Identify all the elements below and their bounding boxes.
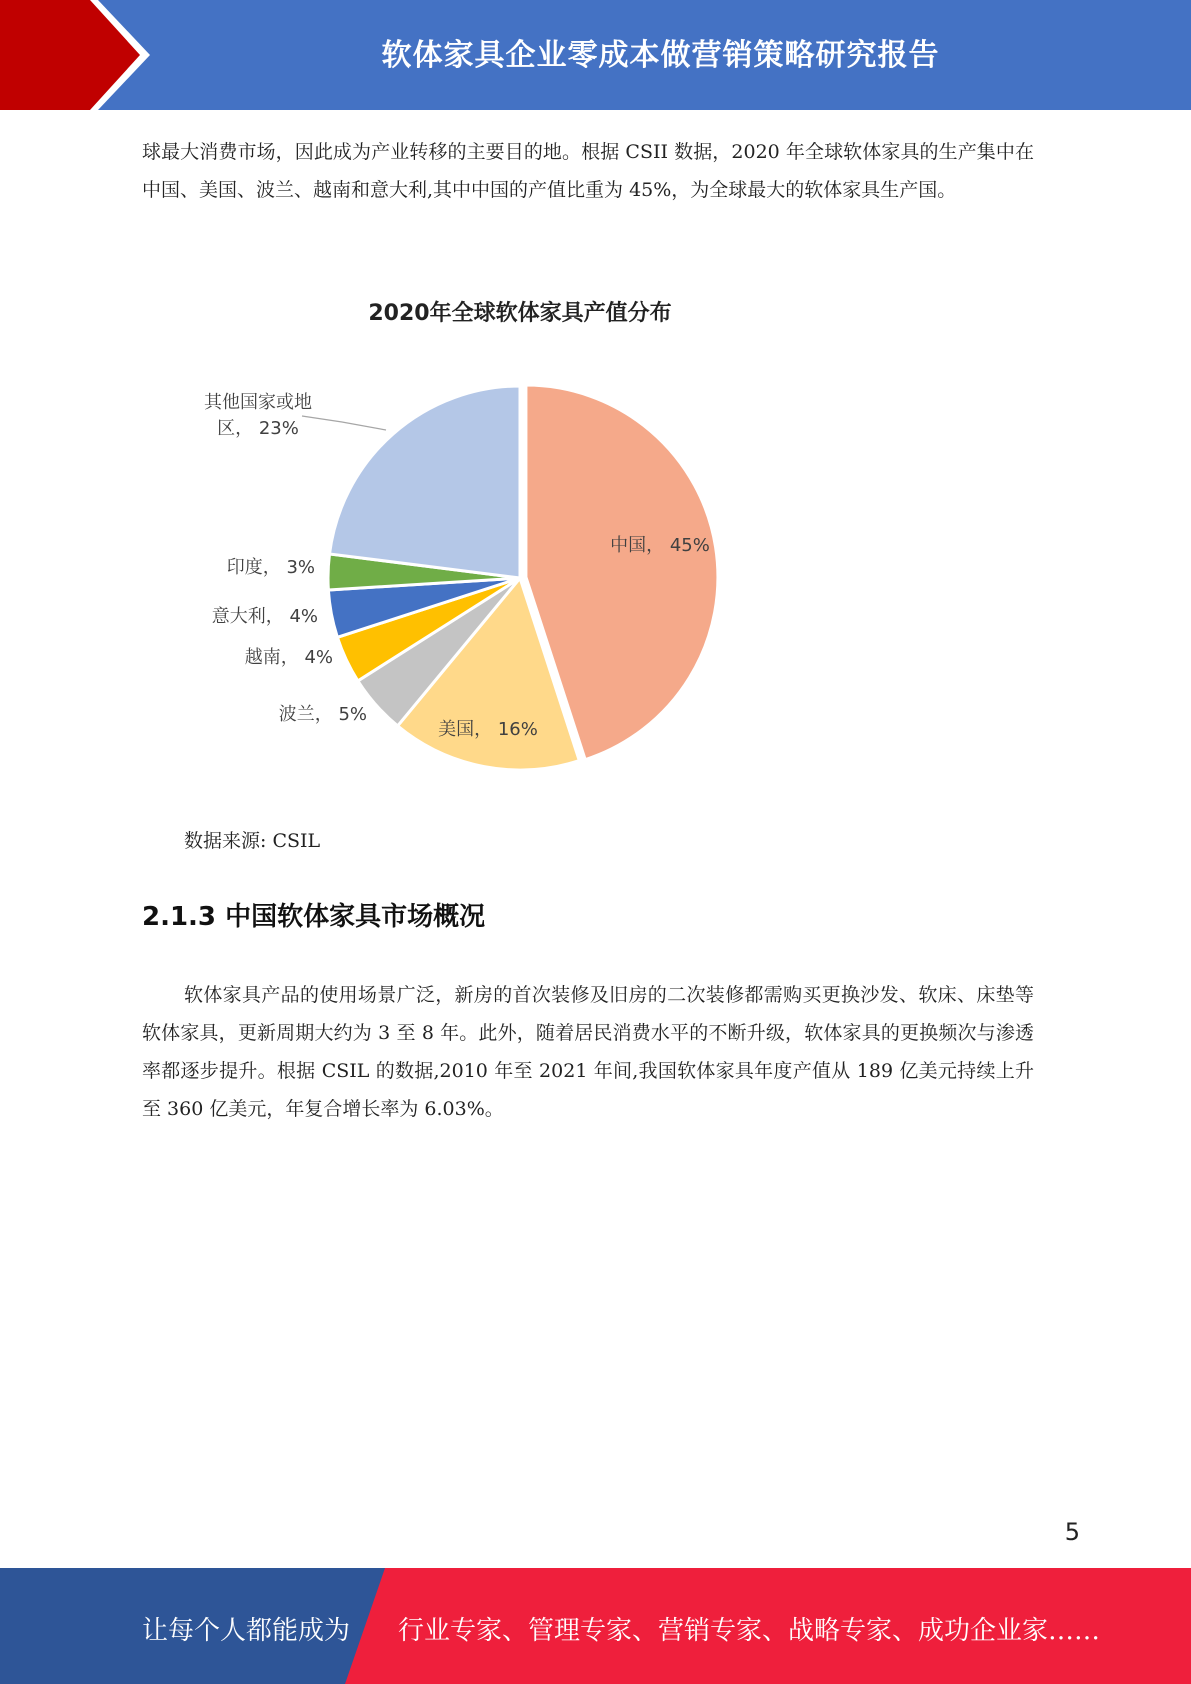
pie-chart — [150, 280, 750, 780]
pie-label-india: 印度， 3% — [226, 557, 315, 578]
chart-title: 2020年全球软体家具产值分布 — [368, 301, 672, 326]
pie-label-usa: 美国， 16% — [438, 719, 538, 740]
footer-slogan-left: 让每个人都能成为 — [142, 1616, 351, 1646]
pie-slice-others — [330, 386, 520, 578]
section-heading: 2.1.3 中国软体家具市场概况 — [142, 902, 486, 932]
pie-slices — [328, 385, 718, 770]
pie-label-others: 其他国家或地区， 23% — [204, 392, 312, 439]
pie-label-china: 中国， 45% — [610, 535, 710, 556]
pie-label-vietnam: 越南， 4% — [244, 647, 333, 668]
data-source-note: 数据来源: CSIL — [184, 830, 321, 852]
pie-label-italy: 意大利， 4% — [211, 606, 318, 627]
body-paragraph-1: 球最大消费市场，因此成为产业转移的主要目的地。根据 CSII 数据，2020 年全球软体家具的生产集中在中国、美国、波兰、越南和意大利,其中中国的产值比重为 45%，为全球最大的软体家具生产国。 — [142, 141, 1034, 201]
pie-label-poland: 波兰， 5% — [278, 704, 367, 725]
page-number: 5 — [1064, 1518, 1080, 1546]
report-title: 软体家具企业零成本做营销策略研究报告 — [381, 38, 940, 73]
page-footer — [0, 1568, 1191, 1684]
pie-leader-line-others — [302, 416, 386, 430]
body-paragraph-2: 软体家具产品的使用场景广泛，新房的首次装修及旧房的二次装修都需购买更换沙发、软床、床垫等软体家具，更新周期大约为 3 至 8 年。此外，随着居民消费水平的不断升级，软体家具的更换频次与渗透率都逐步提升。根据 CSIL 的数据,2010 年至 2021 年间,我国软体家具年度产值从 189 亿美元持续上升至 360 亿美元，年复合增长率为 6.03%。 — [142, 984, 1034, 1120]
page-header — [0, 0, 1191, 110]
footer-slogan-right: 行业专家、管理专家、营销专家、战略专家、成功企业家…… — [398, 1616, 1101, 1646]
